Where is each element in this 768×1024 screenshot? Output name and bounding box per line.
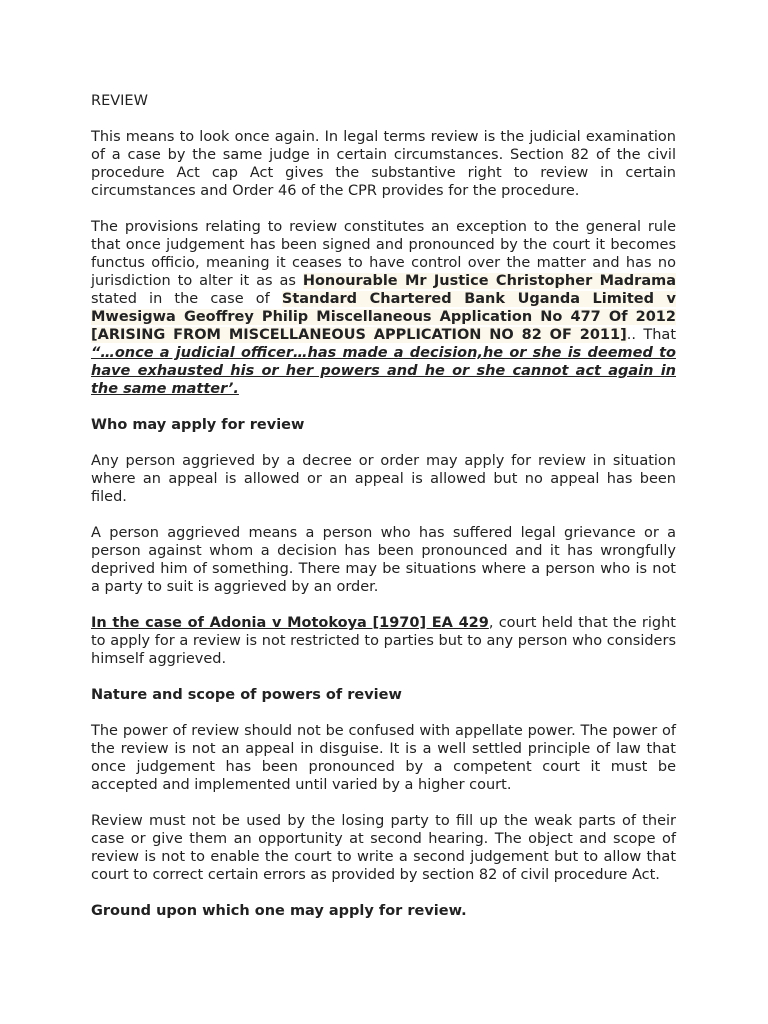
paragraph-exception-intro: The provisions relating to review constitutes an exception to the general rule that once judgement has been signed and pronounced by the court it becomes functus officio, meaning it ceases to have control over the matter and has no jurisdiction to alter it as as bbox=[91, 219, 676, 289]
quoted-holding: “…once a judicial officer…has made a decision,he or she is deemed to have exhausted his or her powers and he or she cannot act again in the same matter’. bbox=[91, 345, 676, 397]
paragraph-exception bbox=[91, 218, 676, 398]
judge-name: Honourable Mr Justice Christopher Madrama bbox=[302, 273, 676, 289]
page-title: REVIEW bbox=[91, 93, 148, 109]
heading-nature-scope: Nature and scope of powers of review bbox=[91, 687, 402, 703]
paragraph-exception-that: .. That bbox=[626, 327, 676, 343]
paragraph-person-aggrieved: A person aggrieved means a person who has suffered legal grievance or a person against whom a decision has been pronounced and it has wrongfully deprived him of something. There may be situations where a person who is not a party to suit is aggrieved by an order. bbox=[91, 525, 676, 595]
paragraph-adonia-rest: , court held that the right to apply for a review is not restricted to parties but to any person who considers himself aggrieved. bbox=[91, 615, 676, 667]
paragraph-who-may-apply: Any person aggrieved by a decree or order may apply for review in situation where an appeal is allowed or an appeal is allowed but no appeal has been filed. bbox=[91, 453, 676, 505]
case-citation-adonia: In the case of Adonia v Motokoya [1970] EA 429 bbox=[91, 615, 489, 631]
case-citation-standard-chartered: Standard Chartered Bank Uganda Limited v Mwesigwa Geoffrey Philip Miscellaneous Application No 477 Of 2012 [ARISING FROM MISCELLANEOUS APPLICATION NO 82 OF 2011] bbox=[91, 291, 676, 343]
paragraph-power-of-review: The power of review should not be confused with appellate power. The power of the review is not an appeal in disguise. It is a well settled principle of law that once judgement has been pronounced by a competent court it must be accepted and implemented until varied by a higher court. bbox=[91, 723, 676, 793]
paragraph-definition: This means to look once again. In legal terms review is the judicial examination of a case by the same judge in certain circumstances. Section 82 of the civil procedure Act cap Act gives the substantive right to review in certain circumstances and Order 46 of the CPR provides for the procedure. bbox=[91, 129, 676, 199]
heading-who-may-apply: Who may apply for review bbox=[91, 417, 305, 433]
paragraph-review-not-for-losing-party: Review must not be used by the losing party to fill up the weak parts of their case or give them an opportunity at second hearing. The object and scope of review is not to enable the court to write a second judgement but to allow that court to correct certain errors as provided by section 82 of civil procedure Act. bbox=[91, 813, 676, 883]
paragraph-exception-stated: stated in the case of bbox=[91, 291, 282, 307]
heading-grounds: Ground upon which one may apply for review. bbox=[91, 903, 467, 919]
paragraph-adonia-case bbox=[91, 614, 676, 668]
